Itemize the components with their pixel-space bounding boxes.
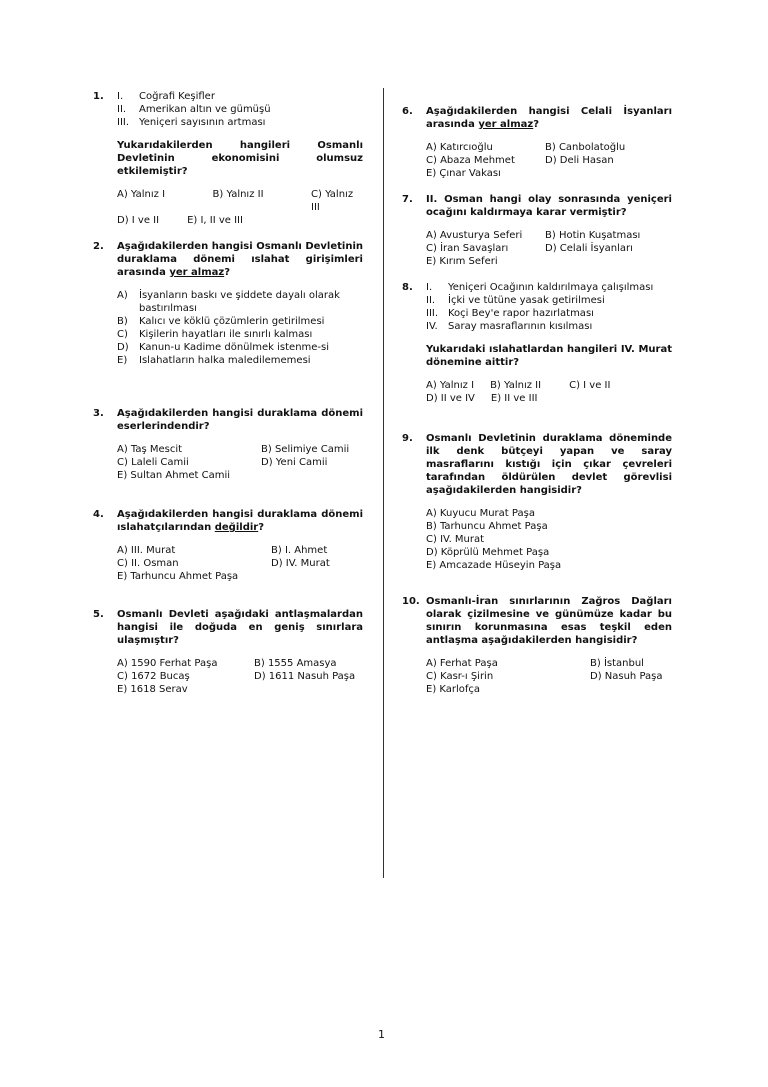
option-e[interactable]: E) Karlofça [426,684,481,695]
roman-item: II. İçki ve tütüne yasak getirilmesi [426,295,605,306]
question-stem: Aşağıdakilerden hangisi duraklama dönemi eserlerindendir? [117,408,363,432]
question-number: 2. [93,241,104,252]
option-c[interactable]: C) İran Savaşları [426,243,509,254]
option-c[interactable]: C) Laleli Camii [117,457,189,468]
option-e[interactable]: E) Sultan Ahmet Camii [117,470,231,481]
question-stem: Aşağıdakilerden hangisi duraklama dönemi ıslahatçılarından değildir? [117,509,363,533]
option-a[interactable]: A) Yalnız I [117,189,166,200]
question-number: 1. [93,91,104,102]
question-number: 10. [402,596,420,607]
roman-item: I. Coğrafi Keşifler [117,91,215,102]
option-d[interactable]: D) Celali İsyanları [545,243,633,254]
option-b[interactable]: B) Yalnız II [212,189,264,200]
option-c[interactable]: C) Yalnız III [311,189,354,213]
question-number: 8. [402,282,413,293]
option-a[interactable]: A) 1590 Ferhat Paşa [117,658,218,669]
question-number: 5. [93,609,104,620]
question-3 [93,407,363,482]
option-c[interactable]: C) I ve II [569,380,611,391]
option-d[interactable]: D) II ve IV [426,393,475,404]
option-b[interactable]: B) 1555 Amasya [254,658,337,669]
question-number: 9. [402,433,413,444]
option-d[interactable]: D) Kanun-u Kadime dönülmek istenme-si [117,342,330,353]
question-stem: Osmanlı-İran sınırlarının Zağros Dağları olarak çizilmesine ve günümüze kadar bu sınırın korunmasına esas teşkil eden antlaşma aşağıdakilerden hangisidir? [426,596,672,646]
option-b[interactable]: B) Selimiye Camii [261,444,350,455]
question-4 [93,508,363,583]
option-c[interactable]: C) IV. Murat [426,534,485,545]
question-8 [402,281,672,405]
option-c[interactable]: C) Abaza Mehmet [426,155,515,166]
option-e[interactable]: E) Kırım Seferi [426,256,498,267]
page-number: 1 [378,1028,385,1041]
option-c[interactable]: C) Kasr-ı Şirin [426,671,494,682]
option-a[interactable]: A) İsyanların baskı ve şiddete dayalı olarak bastırılması [117,290,340,314]
question-1 [93,90,363,227]
option-d[interactable]: D) Yeni Camii [261,457,328,468]
option-a[interactable]: A) Yalnız I [426,380,475,391]
question-stem: Osmanlı Devletinin duraklama döneminde ilk denk bütçeyi yapan ve saray masraflarını kıstığı için çıkar çevreleri tarafından öldürülen devlet görevlisi aşağıdakilerden hangisidir? [426,433,672,496]
question-number: 3. [93,408,104,419]
option-c[interactable]: C) II. Osman [117,558,179,569]
question-9 [402,432,672,572]
option-d[interactable]: D) I ve II [117,215,160,226]
question-stem: Yukarıdakilerden hangileri Osmanlı Devletinin ekonomisini olumsuz etkilemiştir? [117,140,363,177]
option-e[interactable]: E) I, II ve III [187,215,243,226]
question-5 [93,608,363,696]
option-b[interactable]: B) Kalıcı ve köklü çözümlerin getirilmesi [117,316,325,327]
option-b[interactable]: B) Canbolatoğlu [545,142,626,153]
question-stem: Aşağıdakilerden hangisi Celali İsyanları arasında yer almaz? [426,106,672,130]
option-d[interactable]: D) 1611 Nasuh Paşa [254,671,356,682]
question-stem: II. Osman hangi olay sonrasında yeniçeri ocağını kaldırmaya karar vermiştir? [426,194,672,218]
question-number: 4. [93,509,104,520]
roman-item: II. Amerikan altın ve gümüşü [117,104,271,115]
option-e[interactable]: E) 1618 Serav [117,684,188,695]
column-divider [383,88,384,878]
roman-item: III. Yeniçeri sayısının artması [117,117,266,128]
option-c[interactable]: C) 1672 Bucaş [117,671,190,682]
roman-item: IV. Saray masraflarının kısılması [426,321,593,332]
option-d[interactable]: D) IV. Murat [271,558,330,569]
option-e[interactable]: E) Amcazade Hüseyin Paşa [426,560,562,571]
option-e[interactable]: E) Tarhuncu Ahmet Paşa [117,571,239,582]
roman-item: III. Koçi Bey'e rapor hazırlatması [426,308,594,319]
option-d[interactable]: D) Nasuh Paşa [590,671,663,682]
option-a[interactable]: A) Katırcıoğlu [426,142,493,153]
option-e[interactable]: E) Islahatların halka maledilememesi [117,355,311,366]
option-a[interactable]: A) Taş Mescit [117,444,183,455]
option-a[interactable]: A) Avusturya Seferi [426,230,523,241]
option-d[interactable]: D) Köprülü Mehmet Paşa [426,547,550,558]
question-number: 6. [402,106,413,117]
option-a[interactable]: A) Kuyucu Murat Paşa [426,508,535,519]
option-d[interactable]: D) Deli Hasan [545,155,614,166]
option-b[interactable]: B) İstanbul [590,658,644,669]
question-7 [402,193,672,268]
option-b[interactable]: B) I. Ahmet [271,545,328,556]
option-e[interactable]: E) II ve III [490,393,538,404]
option-b[interactable]: B) Hotin Kuşatması [545,230,641,241]
question-number: 7. [402,194,413,205]
question-stem: Aşağıdakilerden hangisi Osmanlı Devletinin duraklama dönemi ıslahat girişimleri arasında yer almaz? [117,241,363,278]
option-b[interactable]: B) Yalnız II [490,380,542,391]
question-6 [402,105,672,180]
question-2 [93,240,363,367]
roman-item: I. Yeniçeri Ocağının kaldırılmaya çalışılması [426,282,654,293]
question-10 [402,595,672,696]
option-a[interactable]: A) Ferhat Paşa [426,658,498,669]
option-e[interactable]: E) Çınar Vakası [426,168,501,179]
option-a[interactable]: A) III. Murat [117,545,176,556]
question-stem: Osmanlı Devleti aşağıdaki antlaşmalardan hangisi ile doğuda en geniş sınırlara ulaşmıştır? [117,609,363,646]
option-b[interactable]: B) Tarhuncu Ahmet Paşa [426,521,548,532]
option-c[interactable]: C) Kişilerin hayatları ile sınırlı kalması [117,329,313,340]
question-stem: Yukarıdaki ıslahatlardan hangileri IV. Murat dönemine aittir? [426,344,672,368]
